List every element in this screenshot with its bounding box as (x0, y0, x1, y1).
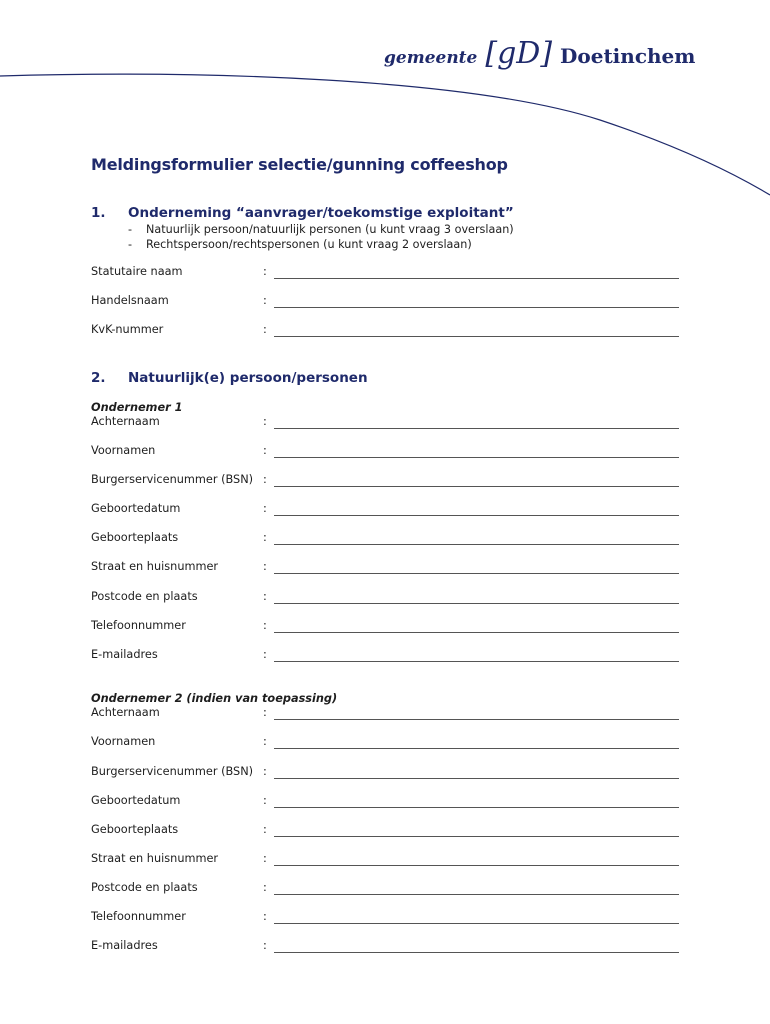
field-colon: : (263, 560, 267, 573)
field-label: Voornamen (91, 735, 156, 748)
field-input-line[interactable] (274, 278, 679, 279)
o2-field-voornamen[interactable] (91, 735, 679, 751)
section-1-number: 1. (91, 205, 106, 221)
field-colon: : (263, 502, 267, 515)
field-colon: : (263, 735, 267, 748)
field-colon: : (263, 648, 267, 661)
section-1-bullets (128, 223, 514, 252)
field-label: Geboorteplaats (91, 531, 179, 544)
field-label: Straat en huisnummer (91, 560, 219, 573)
field-label: E-mailadres (91, 939, 158, 952)
field-input-line[interactable] (274, 544, 679, 545)
field-label: Postcode en plaats (91, 590, 198, 603)
field-label: Voornamen (91, 444, 156, 457)
page-title: Meldingsformulier selectie/gunning coffeeshop (91, 155, 508, 174)
bullet-item: - Rechtspersoon/rechtspersonen (u kunt vraag 2 overslaan) (128, 238, 514, 253)
field-input-line[interactable] (274, 428, 679, 429)
field-input-line[interactable] (274, 457, 679, 458)
field-input-line[interactable] (274, 836, 679, 837)
field-label: Geboortedatum (91, 794, 181, 807)
logo-word: gemeente (384, 48, 478, 68)
section-1-heading (91, 205, 514, 221)
o1-field-voornamen[interactable] (91, 444, 679, 460)
field-label: Achternaam (91, 706, 160, 719)
field-colon: : (263, 881, 267, 894)
field-label: E-mailadres (91, 648, 158, 661)
o2-field-achternaam[interactable] (91, 706, 679, 722)
o2-field-telefoon[interactable] (91, 910, 679, 926)
field-colon: : (263, 706, 267, 719)
field-colon: : (263, 794, 267, 807)
o1-field-achternaam[interactable] (91, 415, 679, 431)
o1-field-telefoon[interactable] (91, 619, 679, 635)
field-label: Burgerservicenummer (BSN) (91, 473, 254, 486)
o1-field-postcode[interactable] (91, 590, 679, 606)
o2-field-straat[interactable] (91, 852, 679, 868)
field-colon: : (263, 415, 267, 428)
field-colon: : (263, 852, 267, 865)
o1-field-email[interactable] (91, 648, 679, 664)
header-swoosh-decoration (0, 0, 770, 210)
field-colon: : (263, 473, 267, 486)
field-input-line[interactable] (274, 603, 679, 604)
field-label: Statutaire naam (91, 265, 183, 278)
field-label: Geboortedatum (91, 502, 181, 515)
field-handelsnaam[interactable] (91, 294, 679, 310)
section-2-title: Natuurlijk(e) persoon/personen (128, 370, 368, 386)
logo-city: Doetinchem (560, 44, 696, 68)
field-input-line[interactable] (274, 336, 679, 337)
field-colon: : (263, 910, 267, 923)
field-input-line[interactable] (274, 719, 679, 720)
o2-field-geboorteplaats[interactable] (91, 823, 679, 839)
field-colon: : (263, 823, 267, 836)
ondernemer-1-title: Ondernemer 1 (91, 401, 183, 414)
field-label: Handelsnaam (91, 294, 169, 307)
field-input-line[interactable] (274, 778, 679, 779)
o2-field-email[interactable] (91, 939, 679, 955)
field-colon: : (263, 444, 267, 457)
field-colon: : (263, 265, 267, 278)
o1-field-straat[interactable] (91, 560, 679, 576)
section-1-title: Onderneming “aanvrager/toekomstige exploitant” (128, 205, 514, 221)
field-input-line[interactable] (274, 894, 679, 895)
field-colon: : (263, 939, 267, 952)
field-input-line[interactable] (274, 307, 679, 308)
field-colon: : (263, 619, 267, 632)
field-input-line[interactable] (274, 486, 679, 487)
field-colon: : (263, 531, 267, 544)
field-colon: : (263, 323, 267, 336)
field-input-line[interactable] (274, 748, 679, 749)
field-label: Geboorteplaats (91, 823, 179, 836)
field-input-line[interactable] (274, 573, 679, 574)
o2-field-geboortedatum[interactable] (91, 794, 679, 810)
section-2-heading (91, 370, 368, 386)
field-label: Achternaam (91, 415, 160, 428)
o1-field-geboorteplaats[interactable] (91, 531, 679, 547)
field-label: Straat en huisnummer (91, 852, 219, 865)
field-colon: : (263, 294, 267, 307)
field-colon: : (263, 590, 267, 603)
field-input-line[interactable] (274, 952, 679, 953)
field-colon: : (263, 765, 267, 778)
o1-field-geboortedatum[interactable] (91, 502, 679, 518)
gemeente-doetinchem-logo (384, 36, 695, 71)
field-label: Burgerservicenummer (BSN) (91, 765, 254, 778)
o2-field-postcode[interactable] (91, 881, 679, 897)
field-input-line[interactable] (274, 515, 679, 516)
bullet-item: - Natuurlijk persoon/natuurlijk personen (u kunt vraag 3 overslaan) (128, 223, 514, 238)
field-label: Telefoonnummer (91, 910, 186, 923)
field-statutaire-naam[interactable] (91, 265, 679, 281)
field-label: Postcode en plaats (91, 881, 198, 894)
field-label: KvK-nummer (91, 323, 164, 336)
field-input-line[interactable] (274, 661, 679, 662)
field-input-line[interactable] (274, 632, 679, 633)
field-input-line[interactable] (274, 865, 679, 866)
o2-field-bsn[interactable] (91, 765, 679, 781)
section-2-number: 2. (91, 370, 106, 386)
field-label: Telefoonnummer (91, 619, 186, 632)
logo-mark: [gD] (485, 36, 553, 71)
field-input-line[interactable] (274, 807, 679, 808)
o1-field-bsn[interactable] (91, 473, 679, 489)
ondernemer-2-title: Ondernemer 2 (indien van toepassing) (91, 692, 338, 705)
field-kvk-nummer[interactable] (91, 323, 679, 339)
field-input-line[interactable] (274, 923, 679, 924)
